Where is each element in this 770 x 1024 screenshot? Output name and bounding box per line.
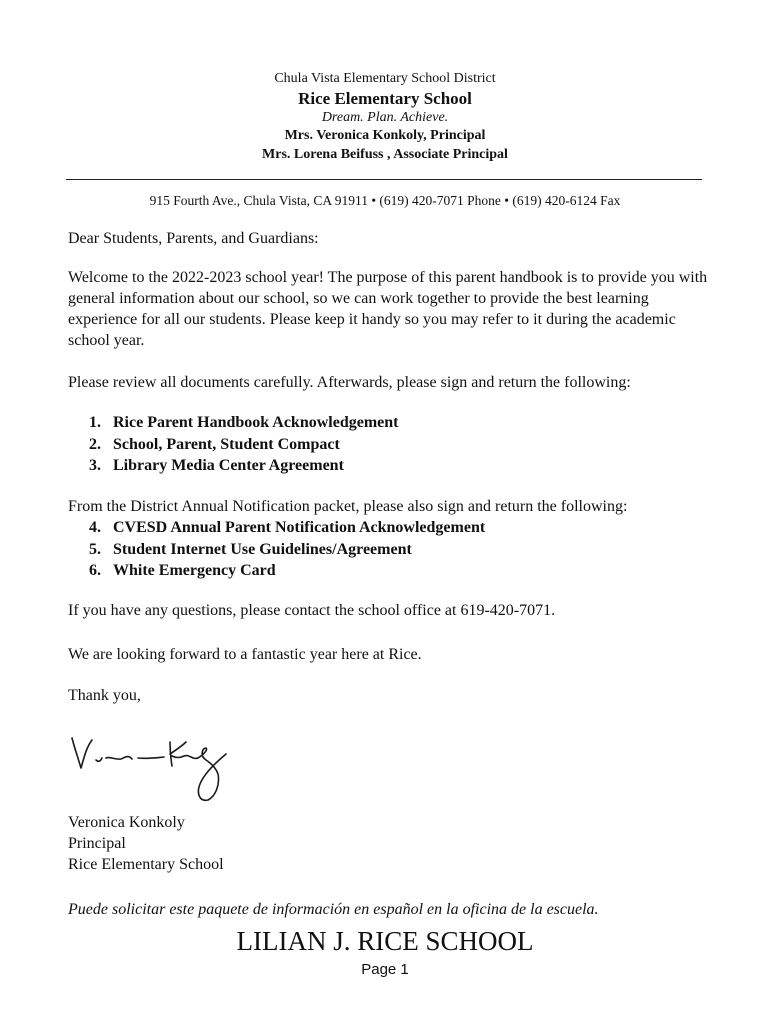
list-item: 2. School, Parent, Student Compact xyxy=(89,435,340,453)
closing: Thank you, xyxy=(68,687,141,704)
letterhead-divider xyxy=(66,179,702,180)
looking-forward: We are looking forward to a fantastic year here at Rice. xyxy=(68,646,422,663)
school-address: 915 Fourth Ave., Chula Vista, CA 91911 • (619) 420-7071 Phone • (619) 420-6124 Fax xyxy=(149,193,621,208)
intro-paragraph: Welcome to the 2022-2023 school year! The purpose of this parent handbook is to provide you with general information about our school, so we can work together to provide the best learning experience for all our students. Please keep it handy so you may refer to it during the academic school year. xyxy=(68,269,708,349)
list-item: 1. Rice Parent Handbook Acknowledgement xyxy=(89,414,399,431)
list-item: 4. CVESD Annual Parent Notification Acknowledgement xyxy=(89,519,486,536)
principal-name: Mrs. Veronica Konkoly, Principal xyxy=(284,128,486,143)
list-item: 3. Library Media Center Agreement xyxy=(89,457,344,474)
signer-school: Rice Elementary School xyxy=(68,856,224,873)
school-forms-list xyxy=(89,412,398,477)
questions-contact: If you have any questions, please contact the school office at 619-420-7071. xyxy=(68,602,556,619)
footer-title: LILIAN J. RICE SCHOOL xyxy=(236,926,534,956)
signature-image xyxy=(66,728,236,808)
list-item: 6. White Emergency Card xyxy=(89,562,276,579)
district-name: Chula Vista Elementary School District xyxy=(274,71,496,86)
associate-principal-name: Mrs. Lorena Beifuss , Associate Principal xyxy=(262,147,508,162)
signer-title: Principal xyxy=(68,835,126,852)
page-number: Page 1 xyxy=(361,961,409,978)
spanish-note: Puede solicitar este paquete de información en español en la oficina de la escuela. xyxy=(68,901,599,918)
school-motto: Dream. Plan. Achieve. xyxy=(321,110,449,125)
district-forms-list xyxy=(89,517,485,582)
signer-name: Veronica Konkoly xyxy=(68,814,185,831)
list-item: 5. Student Internet Use Guidelines/Agreement xyxy=(89,540,412,558)
district-packet-note: From the District Annual Notification packet, please also sign and return the following: xyxy=(68,498,628,515)
school-name: Rice Elementary School xyxy=(298,89,472,108)
review-instruction: Please review all documents carefully. Afterwards, please sign and return the following: xyxy=(68,374,631,391)
salutation: Dear Students, Parents, and Guardians: xyxy=(68,230,319,247)
